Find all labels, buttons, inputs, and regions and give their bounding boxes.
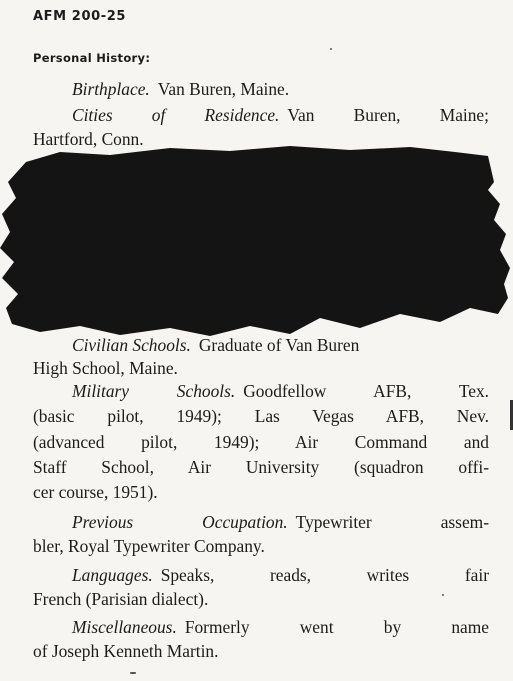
residence-value-cont: Hartford, Conn. <box>33 129 144 149</box>
languages-value: Speaks, reads, writes fair <box>160 565 489 585</box>
languages-label: Languages. <box>72 565 153 585</box>
previous-occupation-value: Typewriter assem- <box>295 512 489 532</box>
birthplace-value: Van Buren, Maine. <box>157 79 290 99</box>
languages-value-cont: French (Parisian dialect). <box>33 589 209 609</box>
military-schools-line4: Staff School, Air University (squadron offi- <box>33 457 489 477</box>
civilian-schools-value: Graduate of Van Buren <box>198 335 360 355</box>
military-schools-value: Goodfellow AFB, Tex. <box>243 381 489 401</box>
residence-value: Van Buren, Maine; <box>287 105 489 125</box>
previous-occupation-value-cont: bler, Royal Typewriter Company. <box>33 536 265 556</box>
section-title: Personal History: <box>33 51 151 65</box>
miscellaneous-value-cont: of Joseph Kenneth Martin. <box>33 641 219 661</box>
residence-label: Cities of Residence. <box>72 105 280 125</box>
birthplace-entry <box>72 78 489 100</box>
military-schools-entry <box>72 380 489 402</box>
military-schools-line2: (basic pilot, 1949); Las Vegas AFB, Nev. <box>33 406 489 426</box>
military-schools-label: Military Schools. <box>72 381 236 401</box>
form-id: AFM 200-25 <box>33 9 127 24</box>
redaction-block <box>0 138 513 343</box>
languages-entry <box>72 564 489 586</box>
scan-speck <box>330 48 332 50</box>
miscellaneous-entry <box>72 616 489 638</box>
civilian-schools-label: Civilian Schools. <box>72 335 191 355</box>
miscellaneous-value: Formerly went by name <box>184 617 489 637</box>
scan-speck <box>442 594 444 596</box>
previous-occupation-entry <box>72 511 489 533</box>
birthplace-label: Birthplace. <box>72 79 150 99</box>
scan-speck <box>130 672 136 674</box>
military-schools-line3: (advanced pilot, 1949); Air Command and <box>33 432 489 452</box>
civilian-schools-entry <box>72 334 489 356</box>
miscellaneous-label: Miscellaneous. <box>72 617 177 637</box>
previous-occupation-label: Previous Occupation. <box>72 512 288 532</box>
military-schools-line5: cer course, 1951). <box>33 482 158 502</box>
civilian-schools-value-cont: High School, Maine. <box>33 358 178 378</box>
residence-entry <box>72 104 489 126</box>
